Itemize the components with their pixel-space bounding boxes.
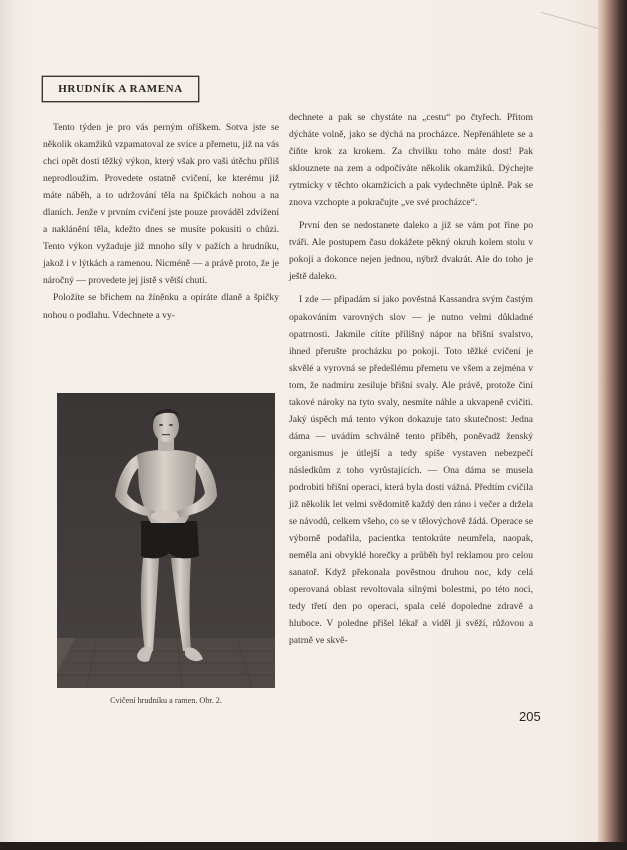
paragraph: dechnete a pak se chystáte na „cestu“ po čtyřech. Přitom dýcháte volně, jako se dýchá na procházce. Nepřenáhlete se a čiňte krok za krokem. Za chvilku toho máte dost! Pak sklouznete na zem a odpočíváte několik okamžiků. Dýchejte rytmicky v těchto okamžicích a pak vydechněte úplně. Pak se znova vzchopte a pokračujte „ve své procházce“. xyxy=(289,112,533,209)
book-spine-shadow xyxy=(598,0,627,850)
section-heading-box xyxy=(42,76,199,102)
paper-scratch xyxy=(541,12,599,29)
paragraph: Položíte se břichem na žíněnku a opíráte dlaně a špičky nohou o podlahu. Vdechnete a vy- xyxy=(43,292,279,321)
paragraph: První den se nedostanete daleko a již se vám pot řine po tváři. Ale postupem času dokážete pěkný okruh kolem stolu v pokoji a dokonce nejen jednou, nýbrž dvakrát. Ale do toho je ještě daleko. xyxy=(289,220,533,283)
figure-caption: Cvičení hrudníku a ramen. Obr. 2. xyxy=(110,696,222,705)
figure-photo xyxy=(57,393,275,688)
left-column xyxy=(43,119,279,324)
page-bottom-edge xyxy=(0,842,627,850)
section-heading: HRUDNÍK A RAMENA xyxy=(58,83,183,95)
page-number: 205 xyxy=(519,709,541,724)
paragraph: Tento týden je pro vás perným oříškem. Sotva jste se několik okamžiků vzpamatoval ze svíce a přemetu, již na vás chci opět dosti těžký výkon, který však pro vaši útěchu příliš neprodloužím. Provedete ostatně cvičení, ke kterému již máte náběh, a to udržování těla na špičkách nohou a na dlaních. Jenže v prvním cvičení jste pouze prováděl zdvižení a naklánění těla, kdežto dnes se musíte pokusiti o chůzi. Tento výkon vyžaduje již mnoho síly v pažích a hrudníku, jakož i v lýtkách a ramenou. Nicméně — a právě proto, že je náročný — provedete jej jistě s větší chutí. xyxy=(43,122,279,287)
right-column xyxy=(289,109,533,649)
paragraph: I zde — připadám si jako pověstná Kassandra svým častým opakováním varovných slov — je nutno velmi důkladné opatrnosti. Jakmile cítíte přílišný nápor na břišní svalstvo, ihned přerušte procházku po pokoji. Toto těžké cvičení je skvělé a vyrovná se předešlému přemetu ve všem a zejména v tom, že nadmíru zesiluje břišní svaly. Ale právě, protože činí takové nároky na tyto svaly, nesmíte náhle a ukvapeně cvičiti. Jaký úspěch má tento výkon dokazuje tato skutečnost: Jedna dáma — uvádím schválně tento příběh, poněvadž ženský organismus je útlejší a tedy spíše vystaven nebezpečí následkům z toho vyrůstajících. — Ona dáma se musela podrobiti břišní operaci, která byla dosti vážná. Předtím cvičila již několik let velmi svědomitě každý den ráno i večer a držela se návodů, celkem všeho, co se v tělovýchově žádá. Operace se výborně podařila, pacientka tentokráte neumřela, naopak, neměla ani obvyklé horečky a průběh byl reklamou pro celou sanatoř. Když překonala pověstnou druhou noc, kdy celá operovaná oblast revoltovala silnými bolestmi, po této noci, tedy třetí den po operaci, spala celé dopoledne zdravě a hluboce. V poledne přišel lékař a viděl ji svěží, růžovou a patrně ve skvě- xyxy=(289,294,533,647)
man-posing-photo xyxy=(57,393,275,688)
